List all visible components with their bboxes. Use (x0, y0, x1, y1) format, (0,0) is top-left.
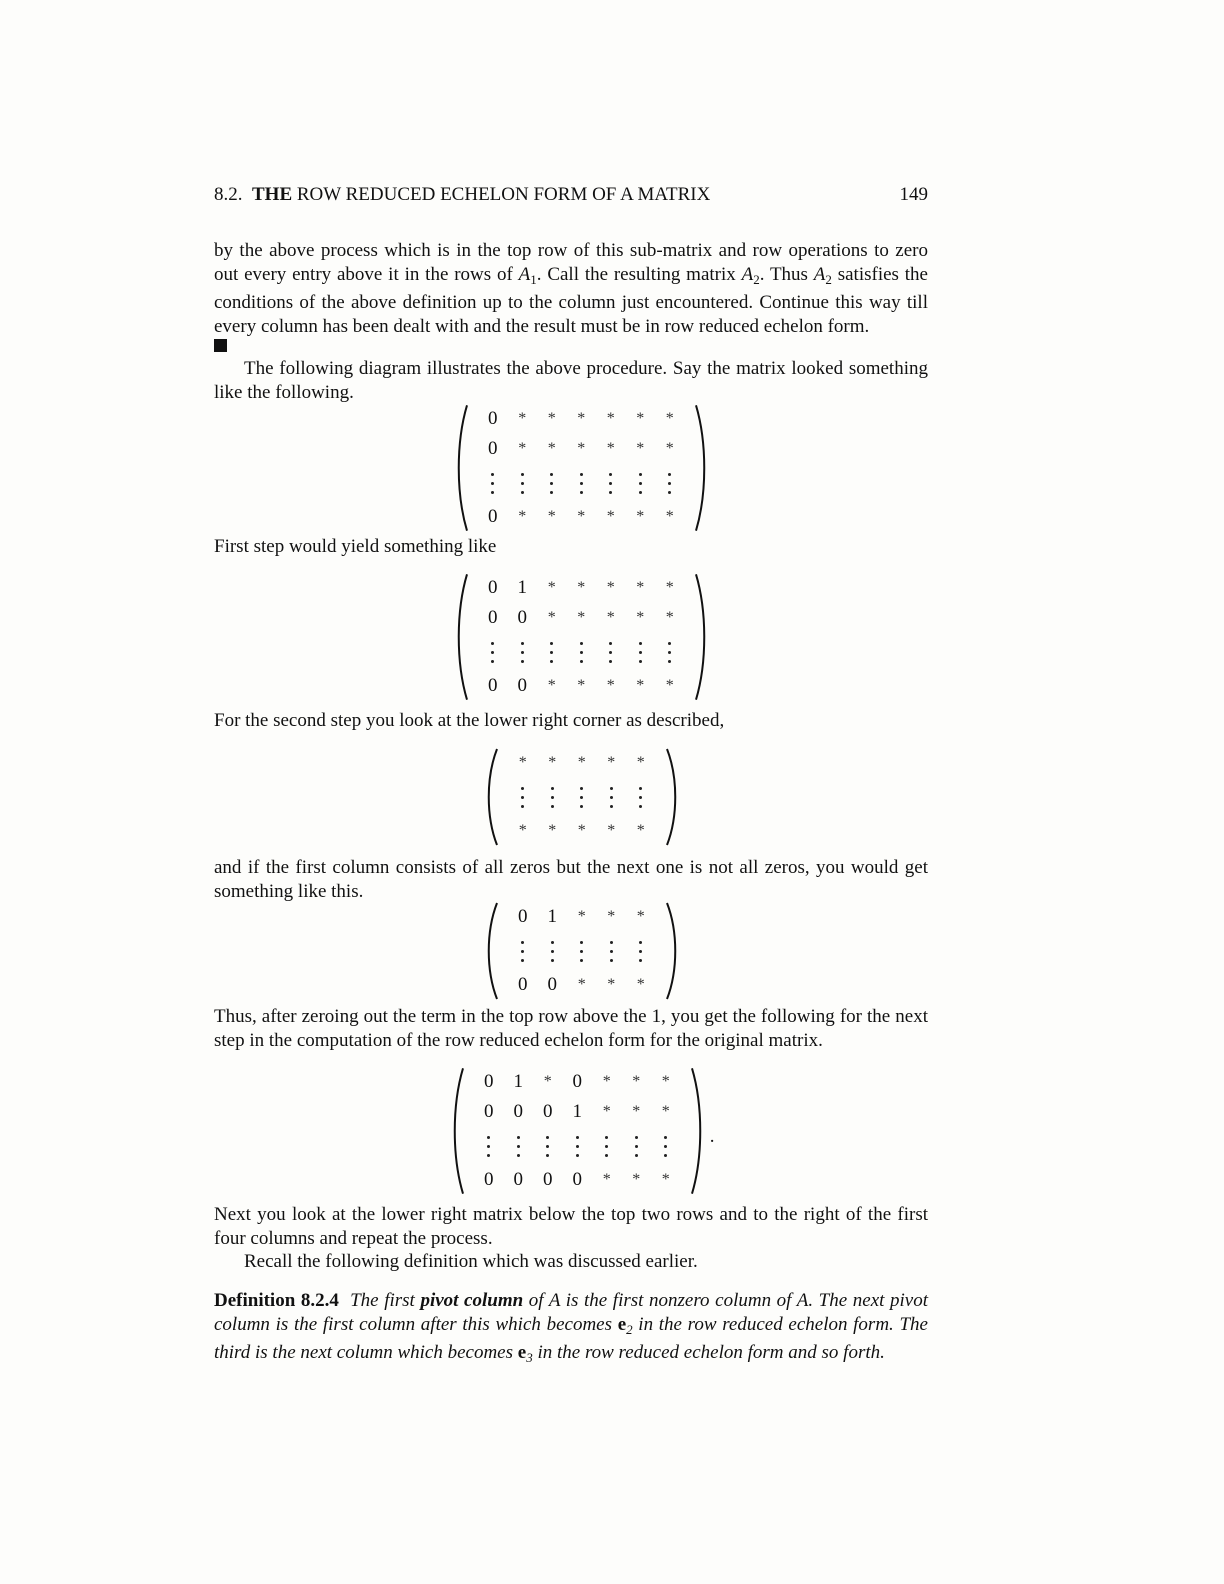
section-number: 8.2. (214, 184, 243, 205)
vertical-ellipsis-icon (605, 1136, 608, 1157)
matrix-entry-arbitrary: * (577, 822, 586, 839)
matrix-vdots (626, 633, 656, 671)
matrix-entry: 0 (572, 1071, 582, 1092)
paragraph-second-step: For the second step you look at the lower right corner as described, (214, 710, 725, 731)
right-parenthesis (693, 404, 709, 532)
matrix-entry-arbitrary: * (661, 1171, 670, 1188)
vector-e: e (517, 1342, 527, 1364)
subscript: 2 (753, 271, 760, 287)
matrix-vdots (592, 1127, 622, 1165)
matrix-entries (500, 902, 664, 1000)
matrix-entry-arbitrary: * (607, 822, 616, 839)
subscript: 1 (530, 271, 537, 287)
text: in the row reduced echelon form. The third is the next column which becomes (214, 1313, 928, 1364)
matrix-vdots (478, 633, 508, 671)
matrix-entry: 0 (517, 607, 527, 628)
matrix-entry: 0 (518, 906, 528, 927)
matrix-vdots (533, 1127, 563, 1165)
matrix-entries (470, 404, 693, 532)
subscript: 2 (825, 271, 832, 287)
matrix-entry-arbitrary: * (577, 440, 586, 457)
matrix-entry-arbitrary: * (607, 908, 616, 925)
matrix-vdots (508, 932, 538, 970)
vertical-ellipsis-icon (668, 642, 671, 663)
matrix-entry-arbitrary: * (602, 1171, 611, 1188)
text: . Thus (759, 263, 814, 285)
matrix-vdots (478, 464, 508, 502)
matrix-entry-arbitrary: * (606, 508, 615, 525)
matrix-entry-arbitrary: * (636, 609, 645, 626)
vertical-ellipsis-icon (610, 941, 613, 962)
vertical-ellipsis-icon (609, 642, 612, 663)
matrix-vdots (622, 1127, 652, 1165)
matrix-entry: 0 (484, 1071, 494, 1092)
left-parenthesis (454, 404, 470, 532)
matrix-entry: 0 (543, 1169, 553, 1190)
matrix-vdots (651, 1127, 681, 1165)
matrix-entry-arbitrary: * (547, 579, 556, 596)
vertical-ellipsis-icon (491, 473, 494, 494)
left-parenthesis (450, 1067, 466, 1195)
matrix-entry-arbitrary: * (547, 508, 556, 525)
matrix-entry-arbitrary: * (543, 1073, 552, 1090)
matrix-entry: 0 (513, 1169, 523, 1190)
matrix-entry-arbitrary: * (665, 579, 674, 596)
matrix-vdots (567, 932, 597, 970)
matrix-vdots (597, 778, 627, 816)
vertical-ellipsis-icon (551, 787, 554, 808)
matrix-entry: 0 (484, 1101, 494, 1122)
matrix-entry-arbitrary: * (577, 410, 586, 427)
paragraph-recall: Recall the following definition which was discussed earlier. (244, 1251, 698, 1272)
matrix-entry-arbitrary: * (636, 822, 645, 839)
matrix-vdots (508, 633, 538, 671)
matrix-vdots (567, 778, 597, 816)
matrix-entry: 0 (488, 607, 498, 628)
matrix-vdots (538, 932, 568, 970)
matrix-next-step (450, 1067, 715, 1195)
matrix-vdots (567, 464, 597, 502)
matrix-entry-arbitrary: * (665, 508, 674, 525)
matrix-entry-arbitrary: * (665, 677, 674, 694)
matrix-entry-arbitrary: * (577, 677, 586, 694)
matrix-entry-arbitrary: * (632, 1073, 641, 1090)
qed-square-icon (214, 339, 227, 352)
matrix-vdots (655, 633, 685, 671)
matrix-entry-arbitrary: * (547, 677, 556, 694)
matrix-entry: 0 (517, 675, 527, 696)
vertical-ellipsis-icon (576, 1136, 579, 1157)
paragraph-zero-column: and if the first column consists of all zeros but the next one is not all zeros, you would get something like this. (214, 857, 928, 902)
subscript: 2 (626, 1321, 633, 1337)
matrix-entry: 0 (488, 675, 498, 696)
matrix-vdots (626, 464, 656, 502)
definition-label: Definition 8.2.4 (214, 1290, 339, 1311)
matrix-entry-arbitrary: * (518, 410, 527, 427)
header-title-bold: THE (252, 184, 293, 205)
matrix-vdots (563, 1127, 593, 1165)
matrix-entry-arbitrary: * (577, 579, 586, 596)
vertical-ellipsis-icon (664, 1136, 667, 1157)
matrix-entry-arbitrary: * (602, 1073, 611, 1090)
matrix-entry-arbitrary: * (636, 440, 645, 457)
matrix-vdots (596, 633, 626, 671)
matrix-entry-arbitrary: * (548, 754, 557, 771)
matrix-entry-arbitrary: * (661, 1103, 670, 1120)
vertical-ellipsis-icon (668, 473, 671, 494)
matrix-entry-arbitrary: * (518, 440, 527, 457)
matrix-vdots (537, 633, 567, 671)
matrix-entries (470, 573, 693, 701)
matrix-entries (500, 748, 664, 846)
matrix-entry: 1 (513, 1071, 523, 1092)
vertical-ellipsis-icon (546, 1136, 549, 1157)
matrix-initial (454, 404, 709, 532)
matrix-entry-arbitrary: * (577, 508, 586, 525)
matrix-entry-arbitrary: * (606, 579, 615, 596)
matrix-vdots (597, 932, 627, 970)
paragraph-continuation (214, 239, 928, 338)
matrix-entry-arbitrary: * (547, 440, 556, 457)
matrix-entry-arbitrary: * (602, 1103, 611, 1120)
matrix-entry-arbitrary: * (577, 908, 586, 925)
vertical-ellipsis-icon (521, 642, 524, 663)
defined-term: pivot column (420, 1290, 524, 1311)
matrix-lower-right (484, 748, 680, 846)
matrix-entry: 0 (488, 438, 498, 459)
right-parenthesis (689, 1067, 705, 1195)
right-parenthesis (664, 902, 680, 1000)
text: The first (350, 1290, 421, 1311)
matrix-vdots (655, 464, 685, 502)
vertical-ellipsis-icon (517, 1136, 520, 1157)
vertical-ellipsis-icon (580, 642, 583, 663)
vertical-ellipsis-icon (491, 642, 494, 663)
text: . Call the resulting matrix (536, 263, 742, 285)
matrix-sub-step (484, 902, 680, 1000)
matrix-entry: 0 (513, 1101, 523, 1122)
matrix-entry: 0 (547, 974, 557, 995)
trailing-period: . (709, 1125, 715, 1147)
matrix-vdots (474, 1127, 504, 1165)
subscript: 3 (526, 1350, 533, 1366)
header-title (214, 184, 710, 206)
matrix-vdots (567, 633, 597, 671)
text: of A is the first nonzero column of A. The next pivot column is the first column after this which becomes (214, 1290, 929, 1335)
matrix-entry-arbitrary: * (518, 754, 527, 771)
paragraph-zeroing-out: Thus, after zeroing out the term in the top row above the 1, you get the following for the next step in the computation of the row reduced echelon form for the original matrix. (214, 1006, 928, 1051)
matrix-entry-arbitrary: * (548, 822, 557, 839)
matrix-first-step (454, 573, 709, 701)
matrix-entry-arbitrary: * (606, 609, 615, 626)
matrix-entry-arbitrary: * (577, 976, 586, 993)
matrix-entry-arbitrary: * (547, 609, 556, 626)
matrix-entry: 1 (547, 906, 557, 927)
vertical-ellipsis-icon (521, 473, 524, 494)
matrix-entry-arbitrary: * (665, 410, 674, 427)
matrix-entry-arbitrary: * (632, 1103, 641, 1120)
matrix-entry-arbitrary: * (636, 508, 645, 525)
vertical-ellipsis-icon (580, 941, 583, 962)
vertical-ellipsis-icon (639, 642, 642, 663)
matrix-entry-arbitrary: * (606, 440, 615, 457)
matrix-entry: 0 (488, 506, 498, 527)
vertical-ellipsis-icon (551, 941, 554, 962)
header-title-rest: ROW REDUCED ECHELON FORM OF A MATRIX (296, 184, 711, 205)
vertical-ellipsis-icon (580, 473, 583, 494)
text: in the row reduced echelon form and so forth. (532, 1342, 885, 1364)
vertical-ellipsis-icon (487, 1136, 490, 1157)
matrix-entry-arbitrary: * (636, 908, 645, 925)
vertical-ellipsis-icon (521, 941, 524, 962)
left-parenthesis (454, 573, 470, 701)
right-parenthesis (664, 748, 680, 846)
text: by the above process which is in the top row of this sub-matrix and row operations to zero out every entry above it in the rows of (214, 240, 928, 285)
vertical-ellipsis-icon (610, 787, 613, 808)
vertical-ellipsis-icon (550, 642, 553, 663)
matrix-entry: 0 (572, 1169, 582, 1190)
left-parenthesis (484, 902, 500, 1000)
matrix-entry-arbitrary: * (632, 1171, 641, 1188)
vertical-ellipsis-icon (521, 787, 524, 808)
matrix-entry-arbitrary: * (636, 410, 645, 427)
matrix-entry-arbitrary: * (518, 822, 527, 839)
matrix-entry-arbitrary: * (665, 440, 674, 457)
matrix-entry-arbitrary: * (636, 754, 645, 771)
matrix-entry-arbitrary: * (577, 609, 586, 626)
vertical-ellipsis-icon (635, 1136, 638, 1157)
vertical-ellipsis-icon (639, 473, 642, 494)
matrix-entry: 1 (572, 1101, 582, 1122)
matrix-entry: 0 (484, 1169, 494, 1190)
matrix-entry-arbitrary: * (636, 579, 645, 596)
right-parenthesis (693, 573, 709, 701)
vertical-ellipsis-icon (609, 473, 612, 494)
matrix-entries (466, 1067, 689, 1195)
matrix-entry-arbitrary: * (661, 1073, 670, 1090)
matrix-vdots (504, 1127, 534, 1165)
matrix-entry-arbitrary: * (606, 410, 615, 427)
matrix-vdots (537, 464, 567, 502)
running-header (214, 184, 928, 206)
matrix-entry-arbitrary: * (636, 677, 645, 694)
vertical-ellipsis-icon (639, 787, 642, 808)
matrix-entry: 0 (543, 1101, 553, 1122)
matrix-vdots (508, 464, 538, 502)
matrix-vdots (626, 778, 656, 816)
matrix-vdots (596, 464, 626, 502)
matrix-entry-arbitrary: * (518, 508, 527, 525)
matrix-entry-arbitrary: * (607, 976, 616, 993)
paragraph-next-look: Next you look at the lower right matrix below the top two rows and to the right of the first four columns and repeat the process. (214, 1204, 928, 1249)
matrix-vdots (626, 932, 656, 970)
vertical-ellipsis-icon (550, 473, 553, 494)
vertical-ellipsis-icon (580, 787, 583, 808)
math-A: A (518, 263, 531, 285)
vector-e: e (617, 1313, 627, 1335)
matrix-entry-arbitrary: * (636, 976, 645, 993)
matrix-vdots (538, 778, 568, 816)
vertical-ellipsis-icon (639, 941, 642, 962)
definition-8-2-4 (214, 1289, 928, 1370)
matrix-entry: 1 (517, 577, 527, 598)
matrix-entry: 0 (488, 408, 498, 429)
matrix-vdots (508, 778, 538, 816)
matrix-entry-arbitrary: * (547, 410, 556, 427)
math-A: A (813, 263, 826, 285)
paragraph-diagram-intro: The following diagram illustrates the above procedure. Say the matrix looked something like the following. (214, 358, 928, 403)
text: satisfies the conditions of the above definition up to the column just encountered. Continue this way till every column has been dealt with and the result must be in row reduced echelon form. (214, 263, 928, 337)
matrix-entry: 0 (488, 577, 498, 598)
paragraph-first-step: First step would yield something like (214, 536, 497, 557)
matrix-entry-arbitrary: * (607, 754, 616, 771)
page-number: 149 (899, 184, 928, 205)
matrix-entry-arbitrary: * (606, 677, 615, 694)
math-A: A (741, 263, 754, 285)
matrix-entry: 0 (518, 974, 528, 995)
left-parenthesis (484, 748, 500, 846)
matrix-entry-arbitrary: * (665, 609, 674, 626)
matrix-entry-arbitrary: * (577, 754, 586, 771)
